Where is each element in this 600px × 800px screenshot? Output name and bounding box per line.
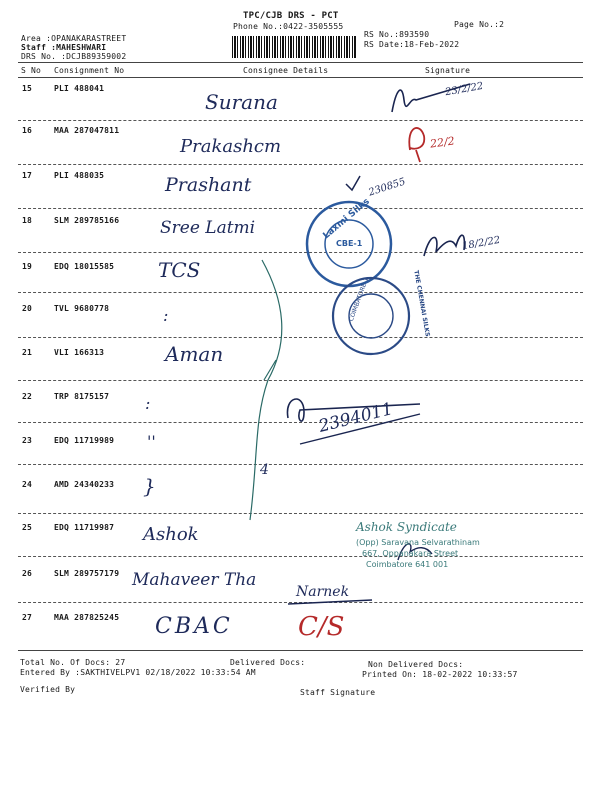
row-consignment: MAA 287047811 <box>54 126 120 135</box>
stamp-text: THE CHENNAI SILKS <box>412 269 431 338</box>
row-consignee-handwriting: Sree Latmi <box>160 218 256 238</box>
row-consignee-handwriting: Prashant <box>165 174 252 196</box>
row-consignee-handwriting: CBAC <box>155 614 233 639</box>
stamp-text: CBE-1 <box>336 239 363 248</box>
total-docs: Total No. Of Docs: 27 <box>20 658 126 667</box>
row-consignment: VLI 166313 <box>54 348 105 357</box>
signature-mark: 4 <box>260 462 269 478</box>
signature-date: 22/2 <box>429 134 456 151</box>
signature-underline <box>288 600 372 604</box>
row-sno: 21 <box>22 348 33 357</box>
row-consignment: SLM 289757179 <box>54 569 120 578</box>
page-number: Page No.:2 <box>454 20 505 29</box>
signature-number: 2394011 <box>316 399 396 437</box>
signature-date: 23/2/22 <box>444 80 485 99</box>
column-header-sno: S No <box>21 66 42 75</box>
row-sno: 17 <box>22 171 33 180</box>
signature-mark: C/S <box>298 612 345 642</box>
stamp-address-line: (Opp) Saravana Selvarathinam <box>356 538 480 547</box>
rs-date: RS Date:18-Feb-2022 <box>364 40 460 49</box>
document-title: TPC/CJB DRS - PCT <box>243 11 339 21</box>
verified-by: Verified By <box>20 685 76 694</box>
rs-number: RS No.:893590 <box>364 30 430 39</box>
signature-scribble <box>424 235 464 256</box>
entered-by: Entered By :SAKTHIVELPV1 02/18/2022 10:33:54 AM <box>20 668 256 677</box>
staff-field: Staff :MAHESHWARI <box>21 43 107 52</box>
row-consignee-handwriting: } <box>143 474 156 498</box>
stamp-text: COIMBATORE-1 <box>347 276 371 323</box>
row-sno: 20 <box>22 304 33 313</box>
row-sno: 22 <box>22 392 33 401</box>
stamp-address-line: Coimbatore 641 001 <box>366 560 449 569</box>
signature-tick <box>346 176 360 190</box>
stamp-text: Laxmi Silks <box>321 196 372 242</box>
chennai-silks-stamp <box>333 278 409 354</box>
row-sno: 25 <box>22 523 33 532</box>
row-consignment: PLI 488041 <box>54 84 105 93</box>
row-consignment: AMD 24340233 <box>54 480 115 489</box>
staff-signature-label: Staff Signature <box>300 688 376 697</box>
phone-number: Phone No.:0422-3505555 <box>233 22 344 31</box>
row-sno: 27 <box>22 613 33 622</box>
stamp-ring <box>333 278 409 354</box>
row-sno: 18 <box>22 216 33 225</box>
row-consignment: SLM 289785166 <box>54 216 120 225</box>
row-consignee-handwriting: Prakashcm <box>180 136 282 157</box>
delivered-docs: Delivered Docs: <box>230 658 306 667</box>
signature-date: 18/2/22 <box>461 234 502 253</box>
stamp-address-line: 667, Oppanakara Street <box>362 549 459 558</box>
row-consignee-handwriting: : <box>163 306 169 325</box>
row-sno: 26 <box>22 569 33 578</box>
row-consignee-handwriting: Ashok <box>143 524 199 545</box>
row-consignment: TRP 8175157 <box>54 392 110 401</box>
bracket-stroke <box>250 260 282 520</box>
row-consignee-handwriting: '' <box>147 432 156 451</box>
row-consignee-handwriting: TCS <box>158 258 201 282</box>
signature-name: Narnek <box>296 584 350 600</box>
row-consignee-handwriting: Surana <box>205 90 278 114</box>
row-consignment: MAA 287825245 <box>54 613 120 622</box>
row-consignment: TVL 9680778 <box>54 304 110 313</box>
row-consignee-handwriting: Mahaveer Tha <box>132 570 257 590</box>
non-delivered-docs: Non Delivered Docs: <box>368 660 464 669</box>
area-field: Area :OPANAKARASTREET <box>21 34 127 43</box>
row-sno: 15 <box>22 84 33 93</box>
row-sno: 19 <box>22 262 33 271</box>
row-sno: 23 <box>22 436 33 445</box>
row-consignee-handwriting: : <box>145 394 151 413</box>
row-consignment: EDQ 11719989 <box>54 436 115 445</box>
row-sno: 16 <box>22 126 33 135</box>
column-header-consignment: Consignment No <box>54 66 125 75</box>
row-consignment: EDQ 11719987 <box>54 523 115 532</box>
row-consignee-handwriting: Aman <box>165 342 224 366</box>
signature-number: 230855 <box>367 176 407 199</box>
stamp-title: Ashok Syndicate <box>356 520 457 534</box>
column-header-signature: Signature <box>425 66 471 75</box>
signature-scribble <box>409 128 424 162</box>
printed-on: Printed On: 18-02-2022 10:33:57 <box>362 670 518 679</box>
column-header-consignee: Consignee Details <box>243 66 329 75</box>
row-consignment: EDQ 18015585 <box>54 262 115 271</box>
row-consignment: PLI 488035 <box>54 171 105 180</box>
row-sno: 24 <box>22 480 33 489</box>
drs-number: DRS No. :DCJB89359002 <box>21 52 127 61</box>
